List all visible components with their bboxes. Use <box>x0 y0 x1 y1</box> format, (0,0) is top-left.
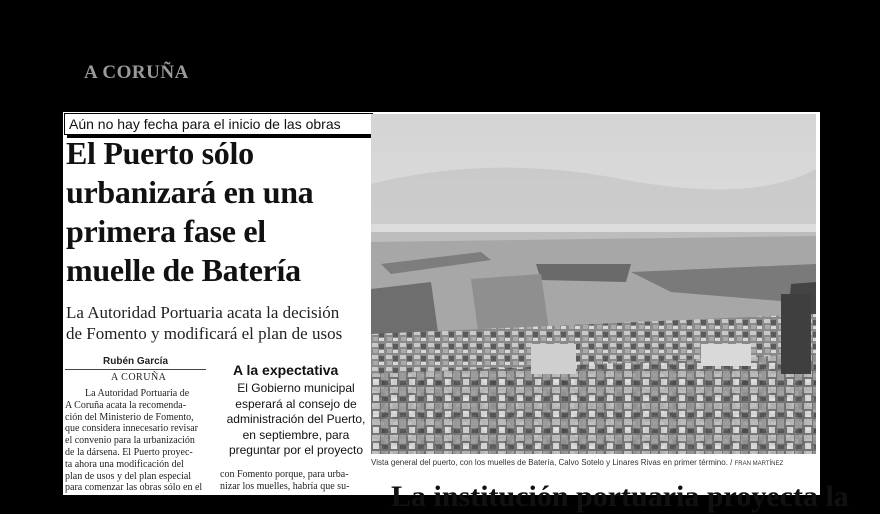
photo-caption <box>371 458 820 467</box>
body-line: plan de usos y del plan especial <box>65 470 192 482</box>
caption-text: Vista general del puerto, con los muelles de Batería, Calvo Sotelo y Linares Rivas en primer término. / <box>371 458 733 467</box>
headline-line: urbanizará en una <box>66 174 314 210</box>
sidebar-title: A la expectativa <box>233 362 339 378</box>
sidebar-line: preguntar por el proyecto <box>228 443 364 457</box>
body-line: nizar los muelles, habría que su- <box>220 480 350 492</box>
port-aerial-photo <box>371 114 816 454</box>
article-headline <box>66 134 366 290</box>
body-line: el convenio para la urbanización <box>65 435 195 447</box>
newspaper-page <box>63 112 849 513</box>
sidebar-line: en septiembre, para <box>242 427 350 442</box>
article-kicker: Aún no hay fecha para el inicio de las obras <box>64 113 373 135</box>
body-line: para comenzar las obras sólo en el <box>65 482 203 494</box>
subhead-line: La Autoridad Portuaria acata la decisión <box>66 303 340 322</box>
sidebar-line: El Gobierno municipal <box>237 381 355 395</box>
article-subhead <box>66 302 366 344</box>
section-label: A CORUÑA <box>84 62 189 83</box>
body-column-2 <box>220 469 365 493</box>
headline-line: primera fase el <box>66 213 266 249</box>
body-line: que considera innecesario revisar <box>65 423 198 435</box>
byline-divider <box>65 369 206 370</box>
body-line: ción del Ministerio de Fomento, <box>65 411 194 423</box>
headline-line: muelle de Batería <box>66 252 301 288</box>
body-line: de la dársena. El Puerto proyec- <box>65 446 193 458</box>
port-photo-illustration <box>371 114 816 454</box>
byline: Rubén García <box>103 356 169 367</box>
body-line: A Coruña acata la recomenda- <box>65 399 187 411</box>
headline-line: El Puerto sólo <box>66 135 254 171</box>
body-line: La Autoridad Portuaria de <box>85 388 190 399</box>
secondary-headline: La institución portuaria proyecta la <box>391 480 849 513</box>
dateline-place: A CORUÑA <box>111 372 167 383</box>
body-line: ta ahora una modificación del <box>65 458 184 470</box>
sidebar-line: administración del Puerto, <box>226 412 366 426</box>
body-column-1 <box>65 388 205 494</box>
sidebar-text <box>221 381 371 459</box>
photo-credit: FRAN MARTÍNEZ <box>734 461 784 467</box>
sidebar-line: esperará al consejo de <box>235 396 357 411</box>
body-line: con Fomento porque, para urba- <box>220 469 349 480</box>
subhead-line: de Fomento y modificará el plan de usos <box>66 324 343 343</box>
